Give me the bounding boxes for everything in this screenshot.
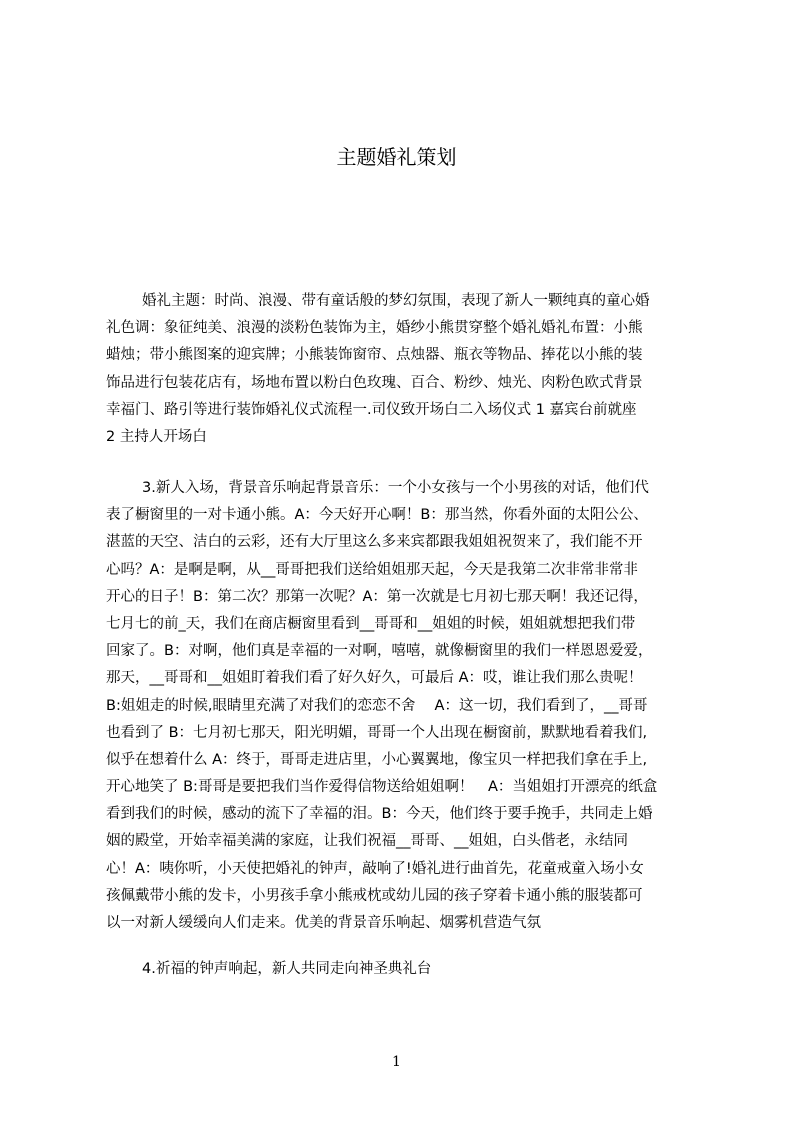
paragraph-line: 开心地笑了 B:哥哥是要把我们当作爱得信物送给姐姐啊！ A：当姐姐打开漂亮的纸盒	[106, 779, 658, 796]
paragraph-line: 4.祈福的钟声响起，新人共同走向神圣典礼台	[142, 961, 432, 977]
paragraph-line: B:姐姐走的时候,眼睛里充满了对我们的恋恋不舍 A：这一切，我们看到了，__哥哥	[106, 697, 648, 714]
paragraph-line: 孩佩戴带小熊的发卡，小男孩手拿小熊戒枕或幼儿园的孩子穿着卡通小熊的服装都可	[106, 887, 643, 904]
paragraph-line: 2 主持人开场白	[106, 428, 207, 445]
paragraph-line: 3.新人入场，背景音乐响起背景音乐：一个小女孩与一个小男孩的对话，他们代	[142, 480, 649, 496]
paragraph-line: 心！A：咦你听，小天使把婚礼的钟声，敲响了!婚礼进行曲首先，花童戒童入场小女	[106, 860, 644, 877]
paragraph-blessing	[106, 956, 699, 983]
paragraph-line: 以一对新人缓缓向人们走来。优美的背景音乐响起、烟雾机营造气氛	[106, 915, 541, 931]
paragraph-line: 湛蓝的天空、洁白的云彩，还有大厅里这么多来宾都跟我姐姐祝贺来了，我们能不开	[106, 534, 643, 551]
paragraph-line: 心吗？A：是啊是啊，从__哥哥把我们送给姐姐那天起，今天是我第二次非常非常非	[106, 561, 638, 578]
paragraph-line: 开心的日子！B：第二次？那第一次呢？A：第一次就是七月初七那天啊！我还记得，	[106, 588, 648, 605]
paragraph-line: 幸福门、路引等进行装饰婚礼仪式流程一.司仪致开场白二入场仪式 1 嘉宾台前就座	[106, 401, 637, 418]
paragraph-line: 表了橱窗里的一对卡通小熊。A：今天好开心啊！B：那当然，你看外面的太阳公公、	[106, 507, 648, 524]
paragraph-line: 那天，__哥哥和__姐姐盯着我们看了好久好久，可最后 A：哎，谁让我们那么贵呢！	[106, 670, 643, 687]
paragraph-line: 七月七的前_天，我们在商店橱窗里看到__哥哥和__姐姐的时候，姐姐就想把我们带	[106, 615, 636, 632]
paragraph-line: 回家了。B：对啊，他们真是幸福的一对啊，嘻嘻，就像橱窗里的我们一样恩恩爱爱，	[106, 643, 653, 660]
paragraph-line: 礼色调：象征纯美、浪漫的淡粉色装饰为主，婚纱小熊贯穿整个婚礼婚礼布置：小熊	[106, 320, 643, 337]
paragraph-entrance	[106, 475, 699, 937]
paragraph-line: 姻的殿堂，开始幸福美满的家庭，让我们祝福__哥哥、__姐姐，白头偕老，永结同	[106, 833, 628, 850]
paragraph-line: 看到我们的时候，感动的流下了幸福的泪。B：今天，他们终于要手挽手，共同走上婚	[106, 806, 653, 823]
page-number: 1	[392, 1054, 401, 1070]
paragraph-line: 也看到了 B：七月初七那天，阳光明媚，哥哥一个人出现在橱窗前，默默地看着我们,	[106, 724, 648, 741]
paragraph-line: 似乎在想着什么 A：终于，哥哥走进店里，小心翼翼地，像宝贝一样把我们拿在手上,	[106, 751, 648, 768]
paragraph-line: 饰品进行包装花店有，场地布置以粉白色玫瑰、百合、粉纱、烛光、肉粉色欧式背景	[106, 374, 643, 391]
document-title: 主题婚礼策划	[336, 145, 457, 169]
paragraph-theme	[106, 288, 699, 451]
paragraph-line: 蜡烛；带小熊图案的迎宾牌；小熊装饰窗帘、点烛器、瓶衣等物品、捧花以小熊的装	[106, 347, 643, 364]
paragraph-line: 婚礼主题：时尚、浪漫、带有童话般的梦幻氛围，表现了新人一颗纯真的童心婚	[142, 293, 650, 309]
